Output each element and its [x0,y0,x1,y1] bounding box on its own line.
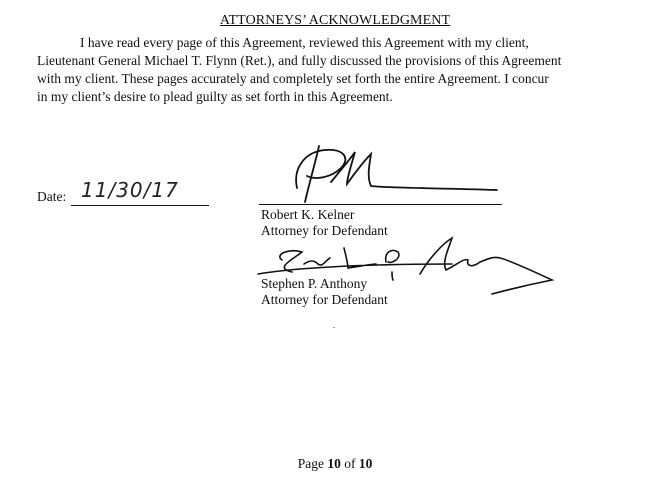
signatory-role: Attorney for Defendant [261,292,388,307]
date-field [37,170,237,210]
date-underline [71,205,209,206]
page-number [0,456,670,472]
signature-line [259,204,502,205]
current-page: 10 [327,456,341,471]
signature-kelner-icon [285,140,505,205]
handwritten-date: 11/30/17 [81,178,179,202]
paragraph-line: I have read every page of this Agreement, reviewed this Agreement with my client, [80,35,529,50]
paragraph-line: Lieutenant General Michael T. Flynn (Ret.), and fully discussed the provisions of this Agreement [37,53,562,68]
date-label: Date: [37,189,67,204]
page-separator: of [340,456,359,471]
page-title: ATTORNEYS’ ACKNOWLEDGMENT [219,13,451,28]
paragraph-line: with my client. These pages accurately and completely set forth the entire Agreement. I concur [37,71,549,86]
page-prefix: Page [297,456,328,471]
paragraph-line: in my client’s desire to plead guilty as set forth in this Agreement. [37,89,393,104]
signatory-name: Robert K. Kelner [261,207,355,222]
scan-speck [333,327,335,328]
signatory-role: Attorney for Defendant [261,223,388,238]
signatory-block [261,276,388,308]
acknowledgment-paragraph [37,34,637,106]
total-pages: 10 [358,456,373,471]
signatory-name: Stephen P. Anthony [261,276,368,291]
